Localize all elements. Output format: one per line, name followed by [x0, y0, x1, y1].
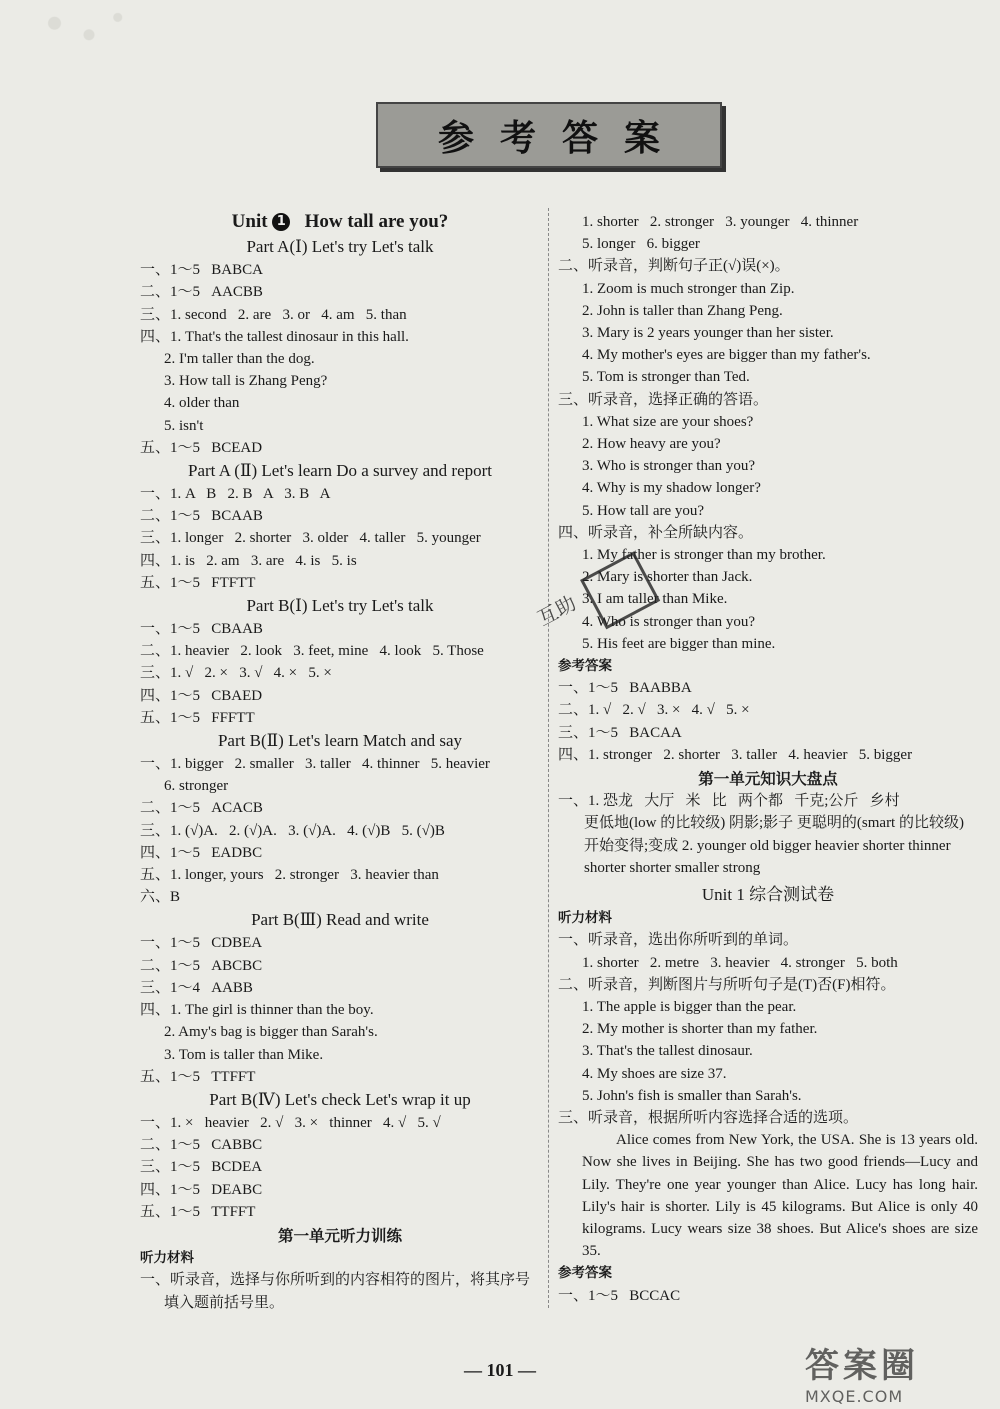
answer-line: 一、1. × heavier 2. √ 3. × thinner 4. √ 5. √: [140, 1114, 441, 1131]
answer-line: 4. My shoes are size 37.: [582, 1065, 727, 1082]
logo-url: MXQE.COM: [805, 1387, 904, 1406]
answer-line: 2. I'm taller than the dog.: [164, 351, 315, 368]
answer-line: 二、1～5 ABCBC: [140, 957, 263, 974]
answer-line: 五、1. longer, yours 2. stronger 3. heavier than: [140, 867, 439, 884]
answer-line: 三、1. (√)A. 2. (√)A. 3. (√)A. 4. (√)B 5. (√)B: [140, 822, 445, 839]
answer-line: 2. My mother is shorter than my father.: [582, 1021, 818, 1038]
answer-line: 3. That's the tallest dinosaur.: [582, 1043, 753, 1060]
section-title: Part A (Ⅱ) Let's learn Do a survey and report: [188, 461, 492, 481]
answer-line: 五、1～5 TTFFT: [140, 1068, 256, 1085]
answer-line: 四、1. The girl is thinner than the boy.: [140, 1002, 374, 1019]
section-title: Part B(Ⅰ) Let's try Let's talk: [246, 596, 434, 616]
answer-line: 5. John's fish is smaller than Sarah's.: [582, 1087, 802, 1104]
answer-line: 一、1. 恐龙 大厅 米 比 两个都 千克;公斤 乡村: [558, 793, 900, 810]
answer-line: 五、1～5 FTFTT: [140, 574, 256, 591]
answer-line: 4. Why is my shadow longer?: [582, 480, 761, 497]
unit-title: Unit 1 How tall are you?: [231, 211, 449, 232]
answer-line: 四、1～5 CBAED: [140, 687, 263, 704]
answer-line: 3. I am taller than Mike.: [582, 591, 728, 608]
answer-line: 5. longer 6. bigger: [582, 236, 700, 253]
answer-line: 2. Amy's bag is bigger than Sarah's.: [164, 1024, 378, 1041]
answer-line: 三、1～5 BCDEA: [140, 1159, 263, 1176]
answer-line: 一、1～5 CBAAB: [140, 621, 263, 638]
answer-line: 1. My father is stronger than my brother.: [582, 547, 826, 564]
answer-line: 一、1～5 CDBEA: [140, 935, 263, 952]
page-number: — 101 —: [464, 1360, 536, 1380]
answer-line: 1. The apple is bigger than the pear.: [582, 998, 797, 1015]
logo-text: 答案圈: [805, 1346, 919, 1386]
answer-line: 二、1～5 BCAAB: [140, 508, 263, 525]
answer-line: 2. How heavy are you?: [582, 436, 721, 453]
section-title: Part B(Ⅱ) Let's learn Match and say: [217, 731, 463, 751]
question-line: 一、听录音，选择与你所听到的内容相符的图片，将其序号: [140, 1272, 531, 1289]
section-title: Part A(Ⅰ) Let's try Let's talk: [246, 237, 434, 257]
answer-line: 2. Mary is shorter than Jack.: [582, 569, 753, 586]
answer-line: 四、1. is 2. am 3. are 4. is 5. is: [140, 552, 357, 569]
question-line: 三、听录音，根据所听内容选择合适的选项。: [558, 1109, 859, 1126]
answer-line: 6. stronger: [164, 778, 229, 795]
answer-line: 五、1～5 TTFFT: [140, 1203, 256, 1220]
page-title: 参考答案: [437, 117, 686, 159]
answer-line: 三、1. √ 2. × 3. √ 4. × 5. ×: [140, 665, 332, 682]
label-answers: 参考答案: [558, 1265, 612, 1282]
answer-line: 4. Who is stronger than you?: [582, 613, 756, 630]
answer-line: 三、1～5 BACAA: [558, 724, 682, 741]
answer-line: 5. isn't: [164, 417, 204, 434]
answer-line: 4. My mother's eyes are bigger than my father's.: [582, 347, 871, 364]
section-title: Part B(Ⅳ) Let's check Let's wrap it up: [209, 1089, 471, 1109]
answer-line: 三、1. longer 2. shorter 3. older 4. taller 5. younger: [140, 530, 481, 547]
answer-line: 四、1. stronger 2. shorter 3. taller 4. heavier 5. bigger: [558, 746, 913, 763]
answer-line: 1. shorter 2. metre 3. heavier 4. stronger 5. both: [582, 954, 898, 971]
column-divider: [548, 208, 549, 1308]
label-listening-material: 听力材料: [140, 1250, 194, 1267]
page-title-box: [376, 102, 722, 168]
question-line: 填入题前括号里。: [164, 1294, 285, 1311]
answer-line: 1. shorter 2. stronger 3. younger 4. thinner: [582, 214, 859, 230]
question-line: 四、听录音，补全所缺内容。: [558, 524, 754, 541]
answer-paragraph: 更低地(low 的比较级) 阴影;影子 更聪明的(smart 的比较级) 开始变得;变成 2. younger old bigger heavier shorter thinner shorter shorter smaller strong: [584, 815, 964, 876]
section-heading: 第一单元知识大盘点: [698, 770, 838, 789]
answer-line: 二、1～5 AACBB: [140, 284, 263, 301]
answer-line: 5. How tall are you?: [582, 502, 705, 519]
listening-passage: Alice comes from New York, the USA. She is 13 years old. Now she lives in Beijing. She has two good friends—Lucy and Lily. They're one year younger than Alice. Lucy has long hair. Lily's hair is shorter. Lily is 45 kilograms. But Alice is only 40 kilograms. Lucy wears size 38 shoes. But Alice's shoes are size 35.: [582, 1132, 978, 1260]
question-line: 一、听录音，选出你所听到的单词。: [558, 932, 799, 949]
answer-line: 一、1～5 BABCA: [140, 262, 263, 279]
answer-line: 5. His feet are bigger than mine.: [582, 635, 776, 652]
answer-line: 五、1～5 FFFTT: [140, 709, 255, 726]
answer-line: 3. Tom is taller than Mike.: [164, 1046, 324, 1063]
section-title: Part B(Ⅲ) Read and write: [251, 910, 429, 930]
answer-line: 3. Mary is 2 years younger than her sister.: [582, 325, 834, 342]
answer-line: 二、1. heavier 2. look 3. feet, mine 4. look 5. Those: [140, 643, 484, 660]
answer-line: 一、1. bigger 2. smaller 3. taller 4. thinner 5. heavier: [140, 756, 490, 773]
label-listening-material: 听力材料: [558, 910, 612, 927]
answer-line: 5. Tom is stronger than Ted.: [582, 369, 750, 386]
answer-line: 四、1～5 EADBC: [140, 844, 263, 861]
left-column: [140, 211, 540, 1314]
answer-line: 2. John is taller than Zhang Peng.: [582, 302, 783, 319]
answer-line: 4. older than: [164, 395, 240, 412]
answer-line: 五、1～5 BCEAD: [140, 439, 263, 456]
answer-line: 四、1～5 DEABC: [140, 1181, 263, 1198]
answer-line: 1. What size are your shoes?: [582, 413, 754, 430]
question-line: 二、听录音，判断图片与所听句子是(T)否(F)相符。: [558, 976, 896, 993]
answer-line: 一、1～5 BAABBA: [558, 680, 692, 697]
question-line: 二、听录音，判断句子正(√)误(×)。: [558, 258, 790, 275]
answer-line: 3. How tall is Zhang Peng?: [164, 373, 328, 390]
answer-line: 六、B: [140, 889, 181, 906]
answer-line: 三、1. second 2. are 3. or 4. am 5. than: [140, 306, 407, 323]
corner-decoration: [20, 0, 135, 58]
answer-line: 二、1～5 ACACB: [140, 800, 263, 817]
section-heading: 第一单元听力训练: [277, 1226, 402, 1245]
answer-line: 一、1. A B 2. B A 3. B A: [140, 486, 331, 503]
watermark-logo: [805, 1338, 990, 1406]
answer-line: 四、1. That's the tallest dinosaur in this hall.: [140, 328, 409, 345]
answer-line: 1. Zoom is much stronger than Zip.: [582, 280, 795, 297]
answer-line: 一、1～5 BCCAC: [558, 1287, 681, 1304]
answer-line: 二、1～5 CABBC: [140, 1137, 263, 1154]
label-answers: 参考答案: [558, 658, 612, 675]
stamp-text: 互助: [533, 590, 580, 631]
right-column: [558, 211, 978, 1307]
section-title: Unit 1 综合测试卷: [701, 885, 835, 905]
unit-number-badge: 1: [272, 213, 290, 231]
answer-line: 二、1. √ 2. √ 3. × 4. √ 5. ×: [558, 702, 750, 719]
answer-line: 3. Who is stronger than you?: [582, 458, 756, 475]
answer-line: 三、1～4 AABB: [140, 979, 253, 996]
question-line: 三、听录音，选择正确的答语。: [558, 391, 769, 408]
